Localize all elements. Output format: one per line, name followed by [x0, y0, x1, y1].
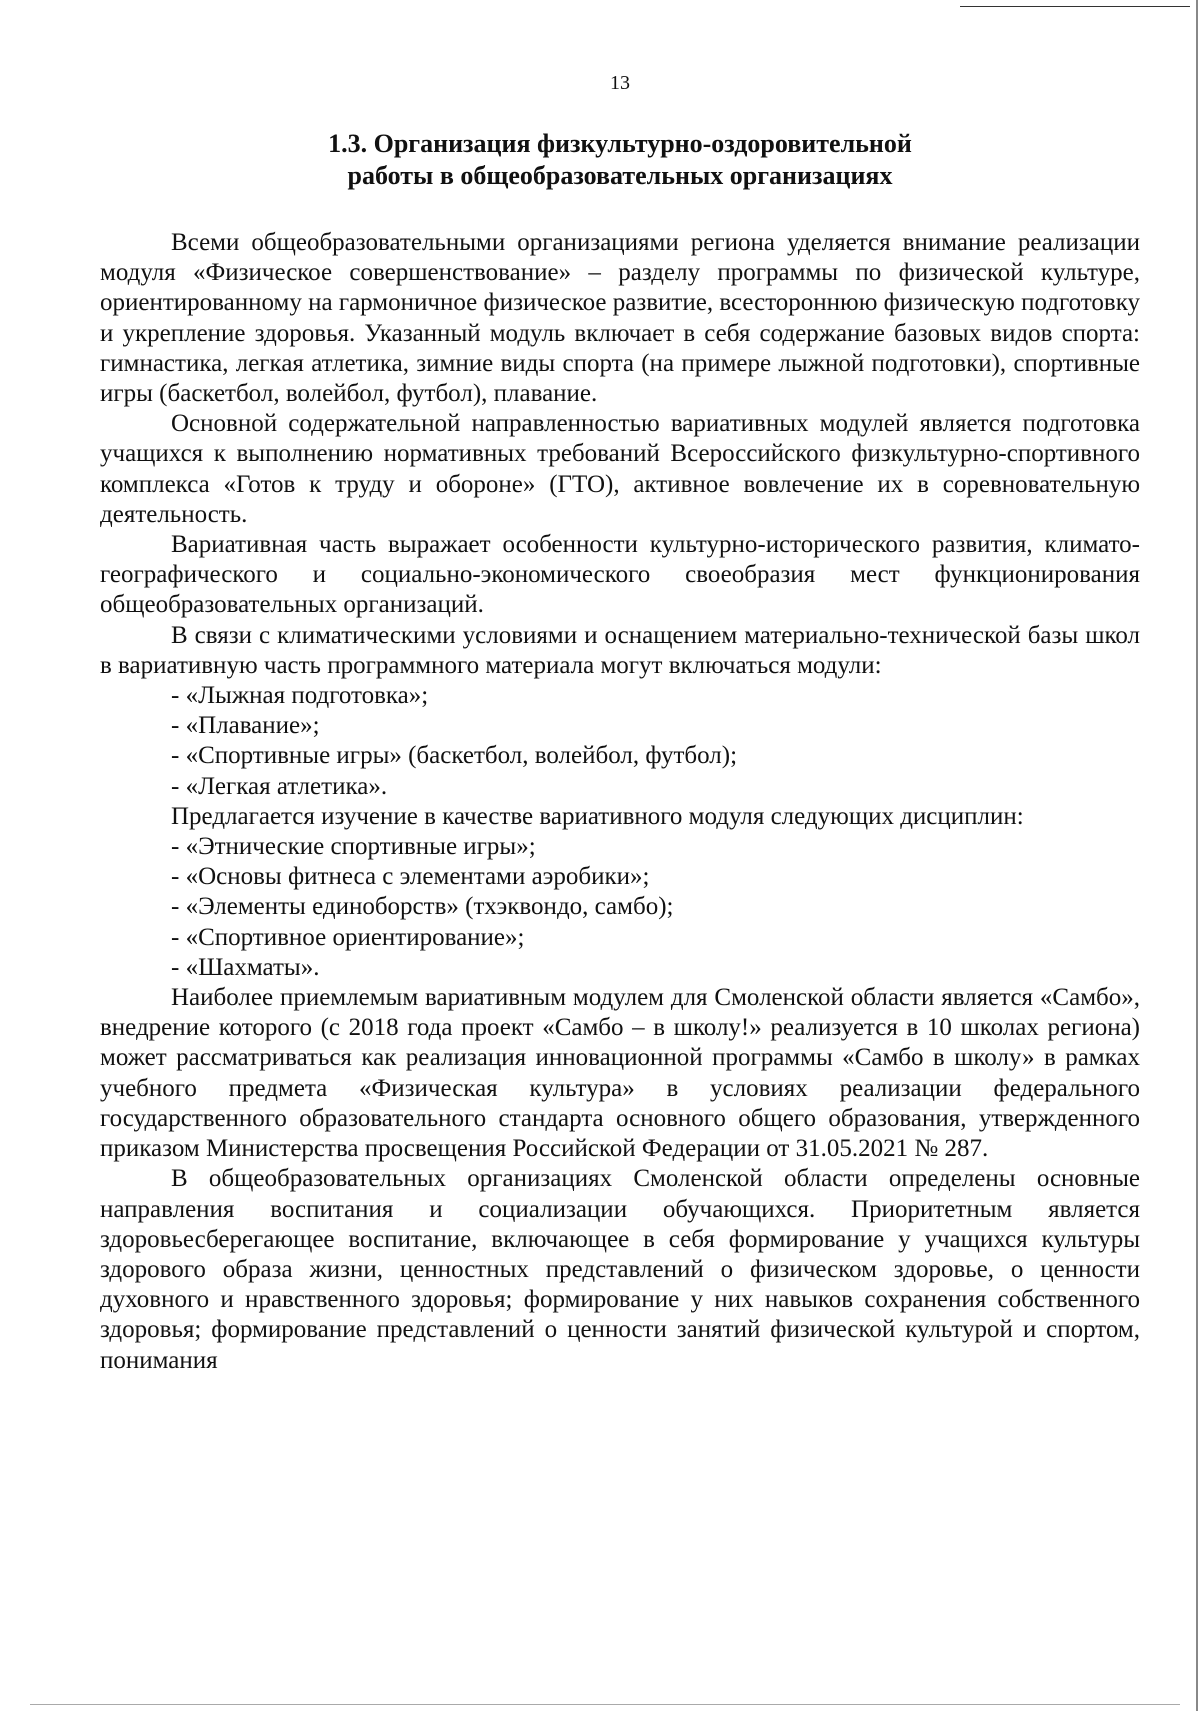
list-item: - «Элементы единоборств» (тхэквондо, самбо);: [171, 893, 674, 921]
list-item: - «Шахматы».: [171, 953, 320, 981]
paragraph: Предлагается изучение в качестве вариативного модуля следующих дисциплин:: [171, 802, 1024, 830]
heading-line-1: 1.3. Организация физкультурно-оздоровительной: [328, 129, 912, 158]
list-item: - «Плавание»;: [171, 712, 320, 740]
paragraph: Всеми общеобразовательными организациями региона уделяется внимание реализации модуля «Физическое совершенствование» – разделу программы по физической культуре, ориентированному на гармоничное физическое развитие, всестороннюю физическую подготовку и укрепление здоровья. Указанный модуль включает в себя содержание базовых видов спорта: гимнастика, легкая атлетика, зимние виды спорта (на примере лыжной подготовки), спортивные игры (баскетбол, волейбол, футбол), плавание.: [100, 229, 1140, 408]
heading-line-2: работы в общеобразовательных организациях: [347, 161, 893, 190]
list-item: - «Легкая атлетика».: [171, 772, 388, 800]
list-item: - «Лыжная подготовка»;: [171, 682, 429, 710]
page-number: 13: [610, 72, 630, 94]
scan-right-edge: [1196, 0, 1198, 1711]
list-item: - «Основы фитнеса с элементами аэробики»;: [171, 863, 650, 891]
document-body: [100, 228, 1140, 1376]
paragraph: Основной содержательной направленностью вариативных модулей является подготовка учащихся к выполнению нормативных требований Всероссийского физкультурно-спортивного комплекса «Готов к труду и обороне» (ГТО), активное вовлечение их в соревновательную деятельность.: [100, 410, 1140, 528]
paragraph: Наиболее приемлемым вариативным модулем для Смоленской области является «Самбо», внедрение которого (с 2018 года проект «Самбо – в школу!» реализуется в 10 школах региона) может рассматриваться как реализация инновационной программы «Самбо в школу» в рамках учебного предмета «Физическая культура» в условиях реализации федерального государственного образовательного стандарта основного общего образования, утвержденного приказом Министерства просвещения Российской Федерации от 31.05.2021 № 287.: [100, 984, 1140, 1163]
paragraph: В связи с климатическими условиями и оснащением материально-технической базы школ в вариативную часть программного материала могут включаться модули:: [100, 621, 1140, 679]
list-item: - «Этнические спортивные игры»;: [171, 833, 536, 861]
paragraph: Вариативная часть выражает особенности культурно-исторического развития, климато-географического и социально-экономического своеобразия мест функционирования общеобразовательных организаций.: [100, 531, 1140, 619]
section-heading: [100, 128, 1140, 192]
scan-bottom-line: [30, 1704, 1180, 1705]
list-item: - «Спортивное ориентирование»;: [171, 923, 525, 951]
paragraph: В общеобразовательных организациях Смоленской области определены основные направления воспитания и социализации обучающихся. Приоритетным является здоровьесберегающее воспитание, включающее в себя формирование у учащихся культуры здорового образа жизни, ценностных представлений о физическом здоровье, о ценности духовного и нравственного здоровья; формирование у них навыков сохранения собственного здоровья; формирование представлений о ценности занятий физической культурой и спортом, понимания: [100, 1165, 1140, 1374]
list-item: - «Спортивные игры» (баскетбол, волейбол, футбол);: [171, 742, 738, 770]
scan-top-line: [960, 6, 1190, 7]
